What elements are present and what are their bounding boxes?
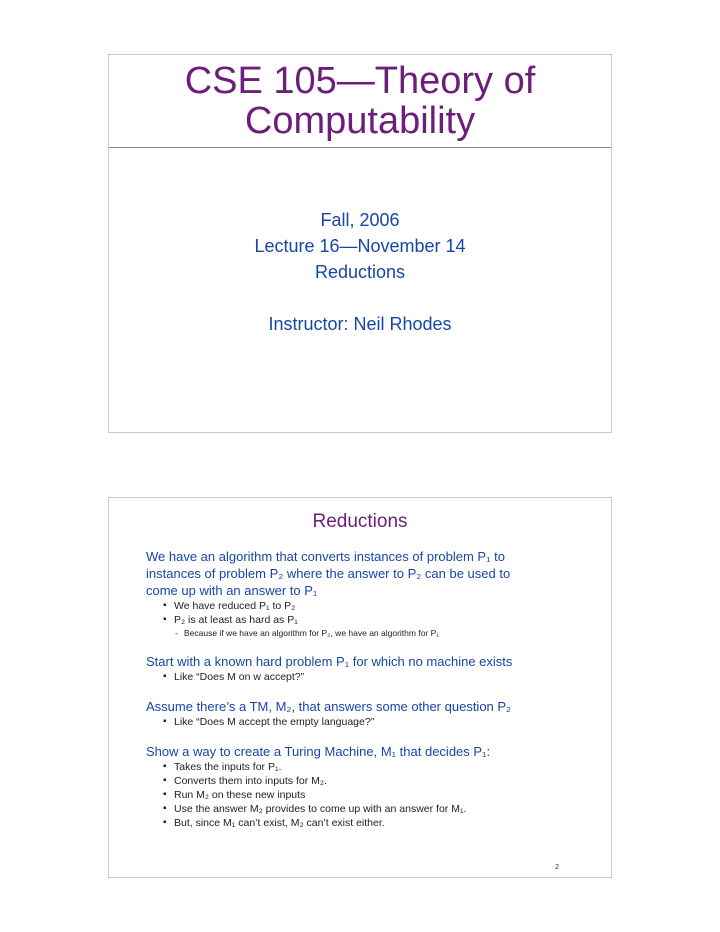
bullet-item: ▪ Use the answer M₂ provides to come up with an answer for M₁.: [163, 802, 586, 816]
slide-title-line-2: Computability: [244, 100, 476, 142]
subtitle-block: [109, 207, 611, 285]
bullet-item: ▪ But, since M₁ can’t exist, M₂ can’t exist either.: [163, 816, 586, 830]
bullet-item: ▪ Like “Does M accept the empty language?”: [163, 715, 586, 729]
page-number: 2: [555, 864, 559, 871]
bullet-item: ▪ We have reduced P₁ to P₂: [163, 599, 586, 613]
reduction-definition: [146, 548, 586, 599]
bullet-list: [146, 670, 586, 684]
step-show-text: Show a way to create a Turing Machine, M₁ that decides P₁:: [146, 744, 491, 759]
lecture-text: Lecture 16—November 14: [254, 236, 466, 256]
slide-title-line-1: CSE 105—Theory of: [184, 60, 536, 102]
slide-heading: Reductions: [312, 511, 408, 532]
step-start-text: Start with a known hard problem P₁ for which no machine exists: [146, 654, 513, 669]
paragraph-line: come up with an answer to P₁: [146, 583, 318, 598]
topic-text: Reductions: [314, 262, 406, 282]
term-text: Fall, 2006: [320, 210, 400, 230]
slide-body: [146, 548, 586, 830]
bullet-list: [146, 599, 586, 627]
bullet-list: [146, 760, 586, 830]
step-assume-text: Assume there’s a TM, M₂, that answers some other question P₂: [146, 699, 512, 714]
title-band: [109, 55, 611, 148]
title-slide: [108, 54, 612, 433]
bullet-item: ▪ Takes the inputs for P₁.: [163, 760, 586, 774]
bullet-item: ▪ Run M₂ on these new inputs: [163, 788, 586, 802]
content-slide: [108, 497, 612, 878]
bullet-item: ▪ Converts them into inputs for M₂.: [163, 774, 586, 788]
sub-bullet-item: - Because if we have an algorithm for P₂, we have an algorithm for P₁: [146, 627, 586, 639]
bullet-item: ▪ P₂ is at least as hard as P₁: [163, 613, 586, 627]
bullet-list: [146, 715, 586, 729]
bullet-item: ▪ Like “Does M on w accept?”: [163, 670, 586, 684]
instructor-text: Instructor: Neil Rhodes: [268, 314, 452, 334]
paragraph-line: instances of problem P₂ where the answer to P₂ can be used to: [146, 566, 511, 581]
paragraph-line: We have an algorithm that converts instances of problem P₁ to: [146, 549, 505, 564]
